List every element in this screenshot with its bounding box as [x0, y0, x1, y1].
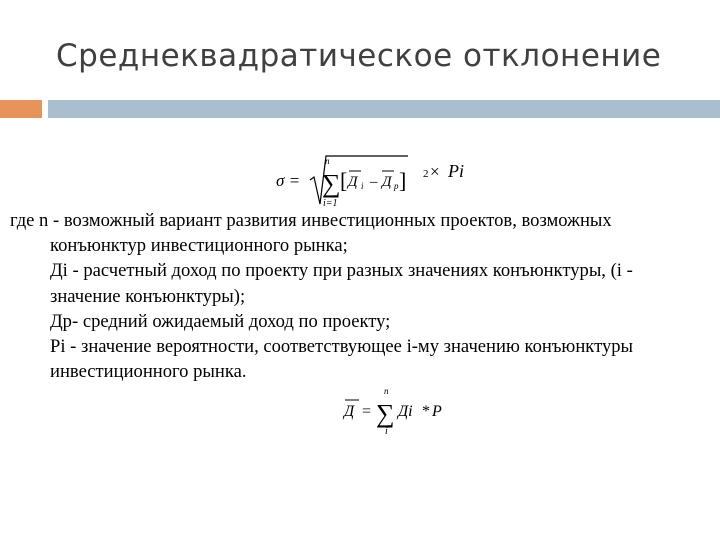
page-title: Среднеквадратическое отклонение [56, 38, 662, 74]
mean-op: * [422, 403, 430, 420]
accent-bar [0, 100, 42, 118]
definition-n: где n - возможный вариант развития инвестиционных проектов, возможных конъюнктур инвестиционного рынка; [10, 210, 612, 257]
times-sign: × [430, 162, 440, 181]
mean-term: Дi [398, 403, 413, 420]
power: 2 [423, 168, 429, 180]
definition-pi: Pi - значение вероятности, соответствующее i-му значению конъюнктуры инвестиционного рынка. [50, 336, 634, 383]
sum-symbol: ∑ [322, 169, 341, 198]
sub-b: р [394, 181, 399, 191]
mean-p: P [432, 403, 442, 420]
sigma-formula [276, 150, 526, 210]
mean-sum-top: n [384, 388, 389, 396]
sigma-sum-top: n [325, 156, 330, 166]
term-a: Д [348, 174, 358, 190]
definitions-block [10, 208, 716, 384]
title-underline-bar [48, 100, 720, 118]
term-b: Д [382, 174, 392, 190]
mean-formula [340, 388, 460, 438]
mean-lhs: Д [344, 403, 355, 420]
bracket-open: [ [340, 168, 348, 193]
weight-pi: Pi [448, 161, 464, 181]
definition-dp: Др- средний ожидаемый доход по проекту; [50, 310, 391, 332]
minus-sign: – [370, 174, 378, 190]
bracket-close: ] [399, 168, 407, 193]
sigma-lhs: σ = [276, 171, 301, 190]
definition-di: Дi - расчетный доход по проекту при разных значениях конъюнктуры, (i - значение конъюнктуры); [50, 260, 633, 307]
mean-sum-bottom: i [385, 426, 388, 437]
sigma-sum-bottom: i=1 [323, 198, 338, 209]
mean-sum-symbol: ∑ [376, 399, 395, 428]
mean-equals: = [362, 403, 372, 420]
sub-a: i [361, 181, 364, 191]
